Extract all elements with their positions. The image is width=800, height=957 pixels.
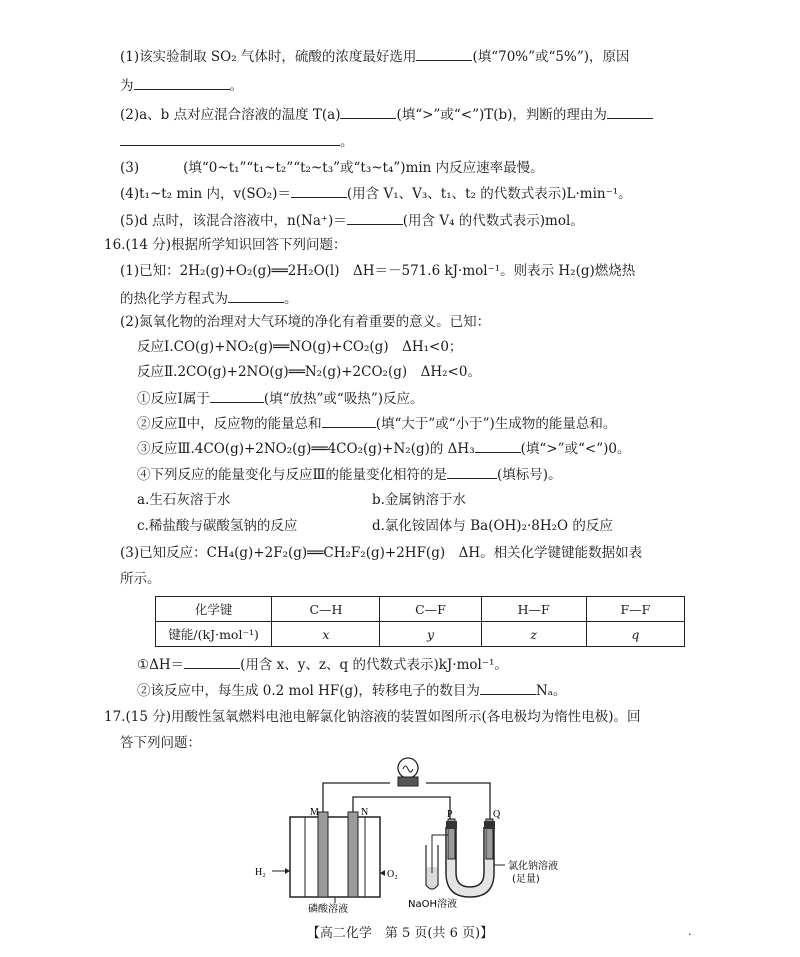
q15-line-2: (2)a、b 点对应混合溶液的温度 T(a) (填“>”或“<”)T(b)，判断的理由为 [120,104,653,124]
q15-line-3: (3) (填“0~t₁”“t₁~t₂”“t₂~t₃”或“t₃~t₄”)min 内反应速率最慢。 [120,157,544,177]
answer-blank[interactable] [184,654,240,669]
q17-heading-cont: 答下列问题： [120,735,201,751]
table-cell: F—F [586,597,684,622]
table-cell: y [380,622,481,647]
page-footer: 【高二化学 第 5 页(共 6 页)】 [306,926,494,941]
reaction-1: 反应Ⅰ.CO(g)+NO₂(g)══NO(g)+CO₂(g) ΔH₁<0； [137,339,463,355]
fuel-cell-box [290,817,380,897]
table-cell: 键能/(kJ·mol⁻¹) [156,622,272,647]
answer-blank[interactable] [139,157,183,172]
scan-mark: · [688,928,692,941]
electrolysis-apparatus-diagram [250,755,590,915]
answer-blank[interactable] [322,413,376,428]
q16-t2: ②该反应中，每生成 0.2 mol HF(g)，转移电子的数目为 Nₐ。 [137,680,566,700]
q15-line-1: (1)该实验制取 SO₂ 气体时，硫酸的浓度最好选用 (填“70%”或“5%”)，原因 [120,46,630,66]
option-b: b.金属钠溶于水 [372,492,466,508]
answer-blank[interactable] [347,210,403,225]
q16-part1: (1)已知：2H₂(g)+O₂(g)══2H₂O(l) ΔH＝－571.6 kJ·mol⁻¹。则表示 H₂(g)燃烧热 [120,263,636,279]
label-nacl-excess: (足量) [512,874,540,885]
answer-blank[interactable] [291,183,347,198]
stopper-p [446,821,457,829]
answer-blank[interactable] [134,75,230,90]
stopper-q [484,821,495,829]
q16-sub3: ③反应Ⅲ.4CO(g)+2NO₂(g)══4CO₂(g)+N₂(g)的 ΔH₃ (填“>”或“<”)0。 [137,438,630,458]
table-cell: x [272,622,380,647]
q16-t1: ①ΔH＝ (用含 x、y、z、q 的代数式表示)kJ·mol⁻¹。 [137,654,508,674]
q16-part2: (2)氮氧化物的治理对大气环境的净化有着重要的意义。已知： [120,314,491,330]
table-row [156,622,685,647]
q16-part1-cont: 的热化学方程式为 。 [120,288,298,308]
q16-sub2: ②反应Ⅱ中，反应物的能量总和 (填“大于”或“小于”)生成物的能量总和。 [137,413,616,433]
nacl-solution [447,855,493,896]
answer-blank[interactable] [210,388,264,403]
label-n: N [361,807,369,818]
reaction-2: 反应Ⅱ.2CO(g)+2NO(g)══N₂(g)+2CO₂(g) ΔH₂<0。 [137,364,481,380]
answer-blank[interactable] [228,288,284,303]
label-phosphoric-acid: 磷酸溶液 [308,904,348,915]
q16-sub4: ④下列反应的能量变化与反应Ⅲ的能量变化相符的是 (填标号)。 [137,464,562,484]
label-p: P [447,809,453,820]
q17-heading: 17.(15 分)用酸性氢氧燃料电池电解氯化钠溶液的装置如图所示(各电极均为惰性电极)。回 [104,709,641,725]
answer-blank[interactable] [447,464,497,479]
electrode-n [348,812,358,897]
bond-energy-table [155,596,685,647]
q16-part3: (3)已知反应：CH₄(g)+2F₂(g)══CH₂F₂(g)+2HF(g) ΔH。相关化学键键能数据如表 [120,545,643,561]
q15-line-4: (4)t₁~t₂ min 内，v(SO₂)＝ (用含 V₁、V₃、t₁、t₂ 的代数式表示)L·min⁻¹。 [120,183,632,203]
label-q: Q [493,809,501,820]
wire-right [426,783,490,823]
table-header-row [156,597,685,622]
table-cell: 化学键 [156,597,272,622]
answer-blank[interactable] [480,680,536,695]
answer-blank[interactable] [475,438,521,453]
table-cell: H—F [481,597,586,622]
label-m: M [310,807,319,818]
q15-line-2-cont: 。 [120,131,354,151]
q16-sub1: ①反应Ⅰ属于 (填“放热”或“吸热”)反应。 [137,388,423,408]
option-d: d.氯化铵固体与 Ba(OH)₂·8H₂O 的反应 [372,518,613,534]
option-c: c.稀盐酸与碳酸氢钠的反应 [137,518,298,534]
table-cell: q [586,622,684,647]
label-naoh: NaOH溶液 [408,899,457,910]
light-bulb-icon [398,758,418,786]
answer-blank[interactable] [607,104,653,119]
q16-heading: 16.(14 分)根据所学知识回答下列问题： [104,237,347,253]
label-o2: O₂ [387,869,398,880]
answer-blank[interactable] [120,131,340,146]
u-tube-inner [456,827,484,887]
answer-blank[interactable] [340,104,396,119]
label-h2: H₂ [255,867,266,878]
q16-part3-cont: 所示。 [120,571,161,587]
table-cell: C—F [380,597,481,622]
table-cell: C—H [272,597,380,622]
option-a: a.生石灰溶于水 [137,492,231,508]
label-nacl: 氯化钠溶液 [508,861,558,872]
table-cell: z [481,622,586,647]
electrode-m [318,812,328,897]
q15-line-1-cont: 为 。 [120,75,243,95]
q15-line-5: (5)d 点时，该混合溶液中，n(Na⁺)＝ (用含 V₄ 的代数式表示)mol。 [120,210,584,230]
answer-blank[interactable] [416,46,472,61]
